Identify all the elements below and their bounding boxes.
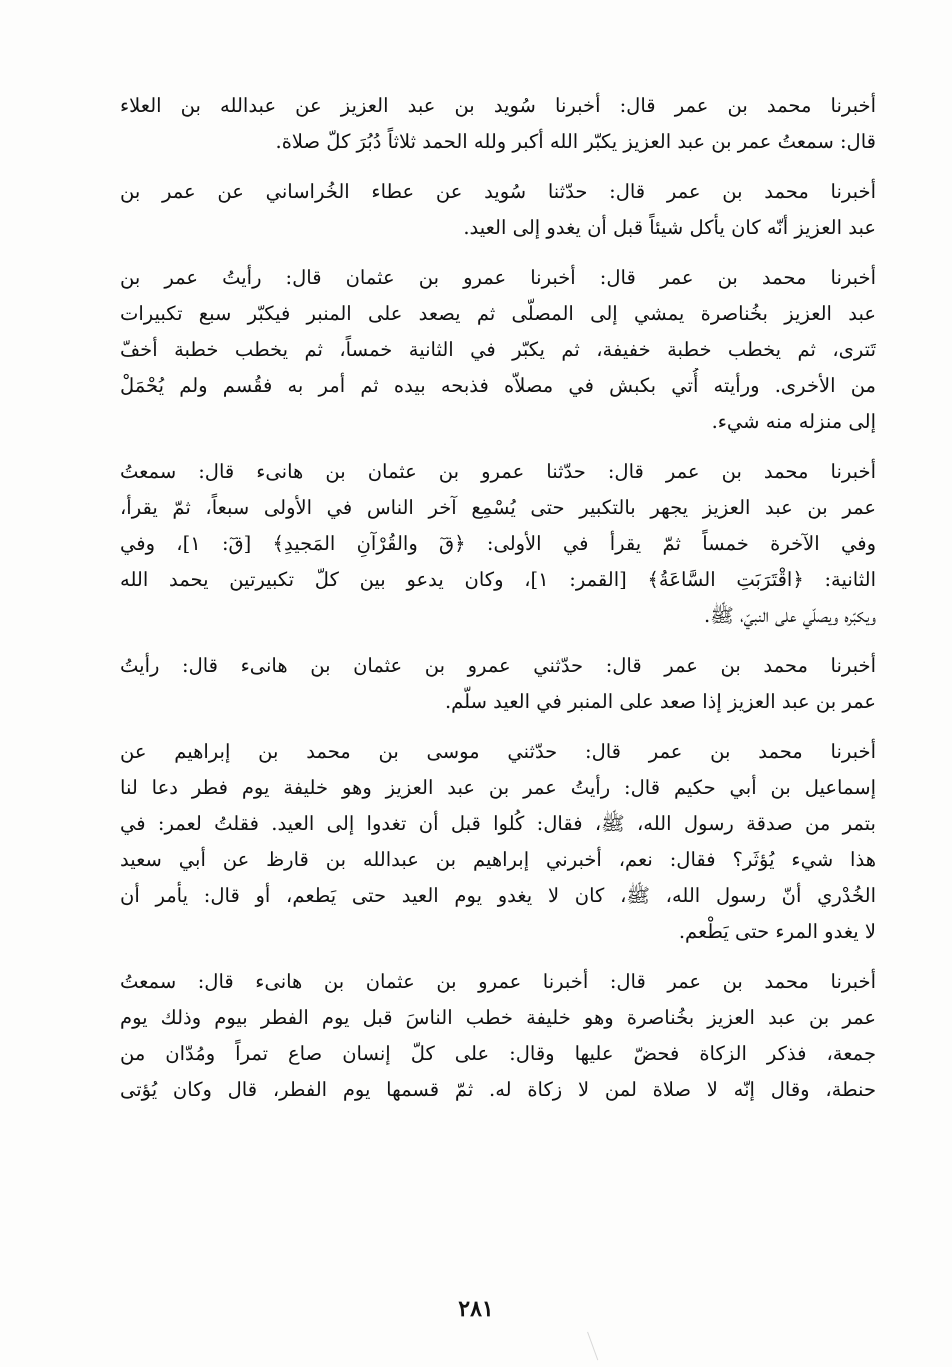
scan-mark xyxy=(587,1330,604,1361)
text-line: الخُدْري أنّ رسول الله، ﷺ، كان لا يغدو يوم العيد حتى يَطعم، أو قال: يأمر أن xyxy=(120,884,876,907)
text-line: هذا شيء يُؤثَر؟ فقال: نعم، أخبرني إبراهيم بن عبدالله بن قارظ عن أبي سعيد xyxy=(120,848,876,871)
text-line: إسماعيل بن أبي حكيم قال: رأيتُ عمر بن عبد العزيز وهو خليفة يوم فطر دعا لنا xyxy=(120,776,876,799)
paragraph-3 xyxy=(120,260,876,440)
text-line: عمر بن عبد العزيز إذا صعد على المنبر في العيد سلّم. xyxy=(444,690,876,713)
text-line: أخبرنا محمد بن عمر قال: حدّثنا عمرو بن عثمان بن هانىء قال: سمعتُ xyxy=(120,460,876,483)
text-line: جمعة، فذكر الزكاة فحضّ عليها وقال: على كلّ إنسان صاع تمراً ومُدّان من xyxy=(120,1042,876,1065)
page-number: ٢٨١ xyxy=(458,1296,494,1322)
text-line: الثانية: ﴿اقْتَرَبَتِ السَّاعَةُ﴾ [القمر: ١]، وكان يدعو بين كلّ تكبيرتين يحمد الله xyxy=(120,568,876,591)
paragraph-6 xyxy=(120,734,876,950)
text-line: أخبرنا محمد بن عمر قال: أخبرنا سُويد بن عبد العزيز عن عبدالله بن العلاء xyxy=(120,94,876,117)
paragraph-5 xyxy=(120,648,876,720)
text-line: من الأخرى. ورأيته أُتي بكبش في مصلاّه فذبحه بيده ثم أمر به فقُسم ولم يُحْمَلْ xyxy=(120,374,876,397)
text-line: تَترى، ثم يخطب خطبة خفيفة، ثم يكبّر في الثانية خمساً، ثم يخطب خطبة أخفّ xyxy=(120,338,876,361)
text-line: عمر بن عبد العزيز يجهر بالتكبير حتى يُسْمِع آخر الناس في الأولى سبعاً، ثمّ يقرأ، xyxy=(120,496,876,519)
text-line: حنطة، وقال إنّه لا صلاة لمن لا زكاة له. ثمّ قسمها يوم الفطر، قال وكان يُؤتى xyxy=(120,1078,876,1101)
text-line: قال: سمعتُ عمر بن عبد العزيز يكبّر الله أكبر ولله الحمد ثلاثاً دُبُرَ كلّ صلاة. xyxy=(275,130,876,153)
paragraph-4 xyxy=(120,454,876,634)
text-line: لا يغدو المرء حتى يَطْعم. xyxy=(678,920,876,943)
paragraph-2 xyxy=(120,174,876,246)
text-line: أخبرنا محمد بن عمر قال: أخبرنا عمرو بن عثمان قال: رأيتُ عمر بن xyxy=(120,266,876,289)
text-line: أخبرنا محمد بن عمر قال: حدّثني موسى بن محمد بن إبراهيم عن xyxy=(120,740,876,763)
text-line: عبد العزيز بخُناصرة يمشي إلى المصلّى ثم يصعد على المنبر فيكبّر سبع تكبيرات xyxy=(120,302,876,325)
text-line: إلى منزله منه شيء. xyxy=(711,410,876,433)
text-line: عبد العزيز أنّه كان يأكل شيئاً قبل أن يغدو إلى العيد. xyxy=(463,216,876,239)
page-body xyxy=(120,88,876,1122)
paragraph-7 xyxy=(120,964,876,1108)
text-line: أخبرنا محمد بن عمر قال: حدّثني عمرو بن عثمان بن هانىء قال: رأيتُ xyxy=(120,654,876,677)
text-line: أخبرنا محمد بن عمر قال: حدّثنا سُويد عن عطاء الخُراساني عن عمر بن xyxy=(120,180,876,203)
text-line: بتمر من صدقة رسول الله، ﷺ، فقال: كُلوا قبل أن تغدوا إلى العيد. فقلتُ لعمر: في xyxy=(120,812,876,835)
text-line: أخبرنا محمد بن عمر قال: أخبرنا عمرو بن عثمان بن هانىء قال: سمعتُ xyxy=(120,970,876,993)
text-line: ويكبّره ويصلّي على النبيّ، ﷺ. xyxy=(704,604,876,627)
paragraph-1 xyxy=(120,88,876,160)
text-line: عمر بن عبد العزيز بخُناصرة وهو خليفة خطب الناسَ قبل يوم الفطر بيوم وذلك يوم xyxy=(120,1006,876,1029)
text-line: وفي الآخرة خمساً ثمّ يقرأ في الأولى: ﴿قٓ والقُرْآنِ المَجيدِ﴾ [قٓ: ١]، وفي xyxy=(120,532,876,555)
